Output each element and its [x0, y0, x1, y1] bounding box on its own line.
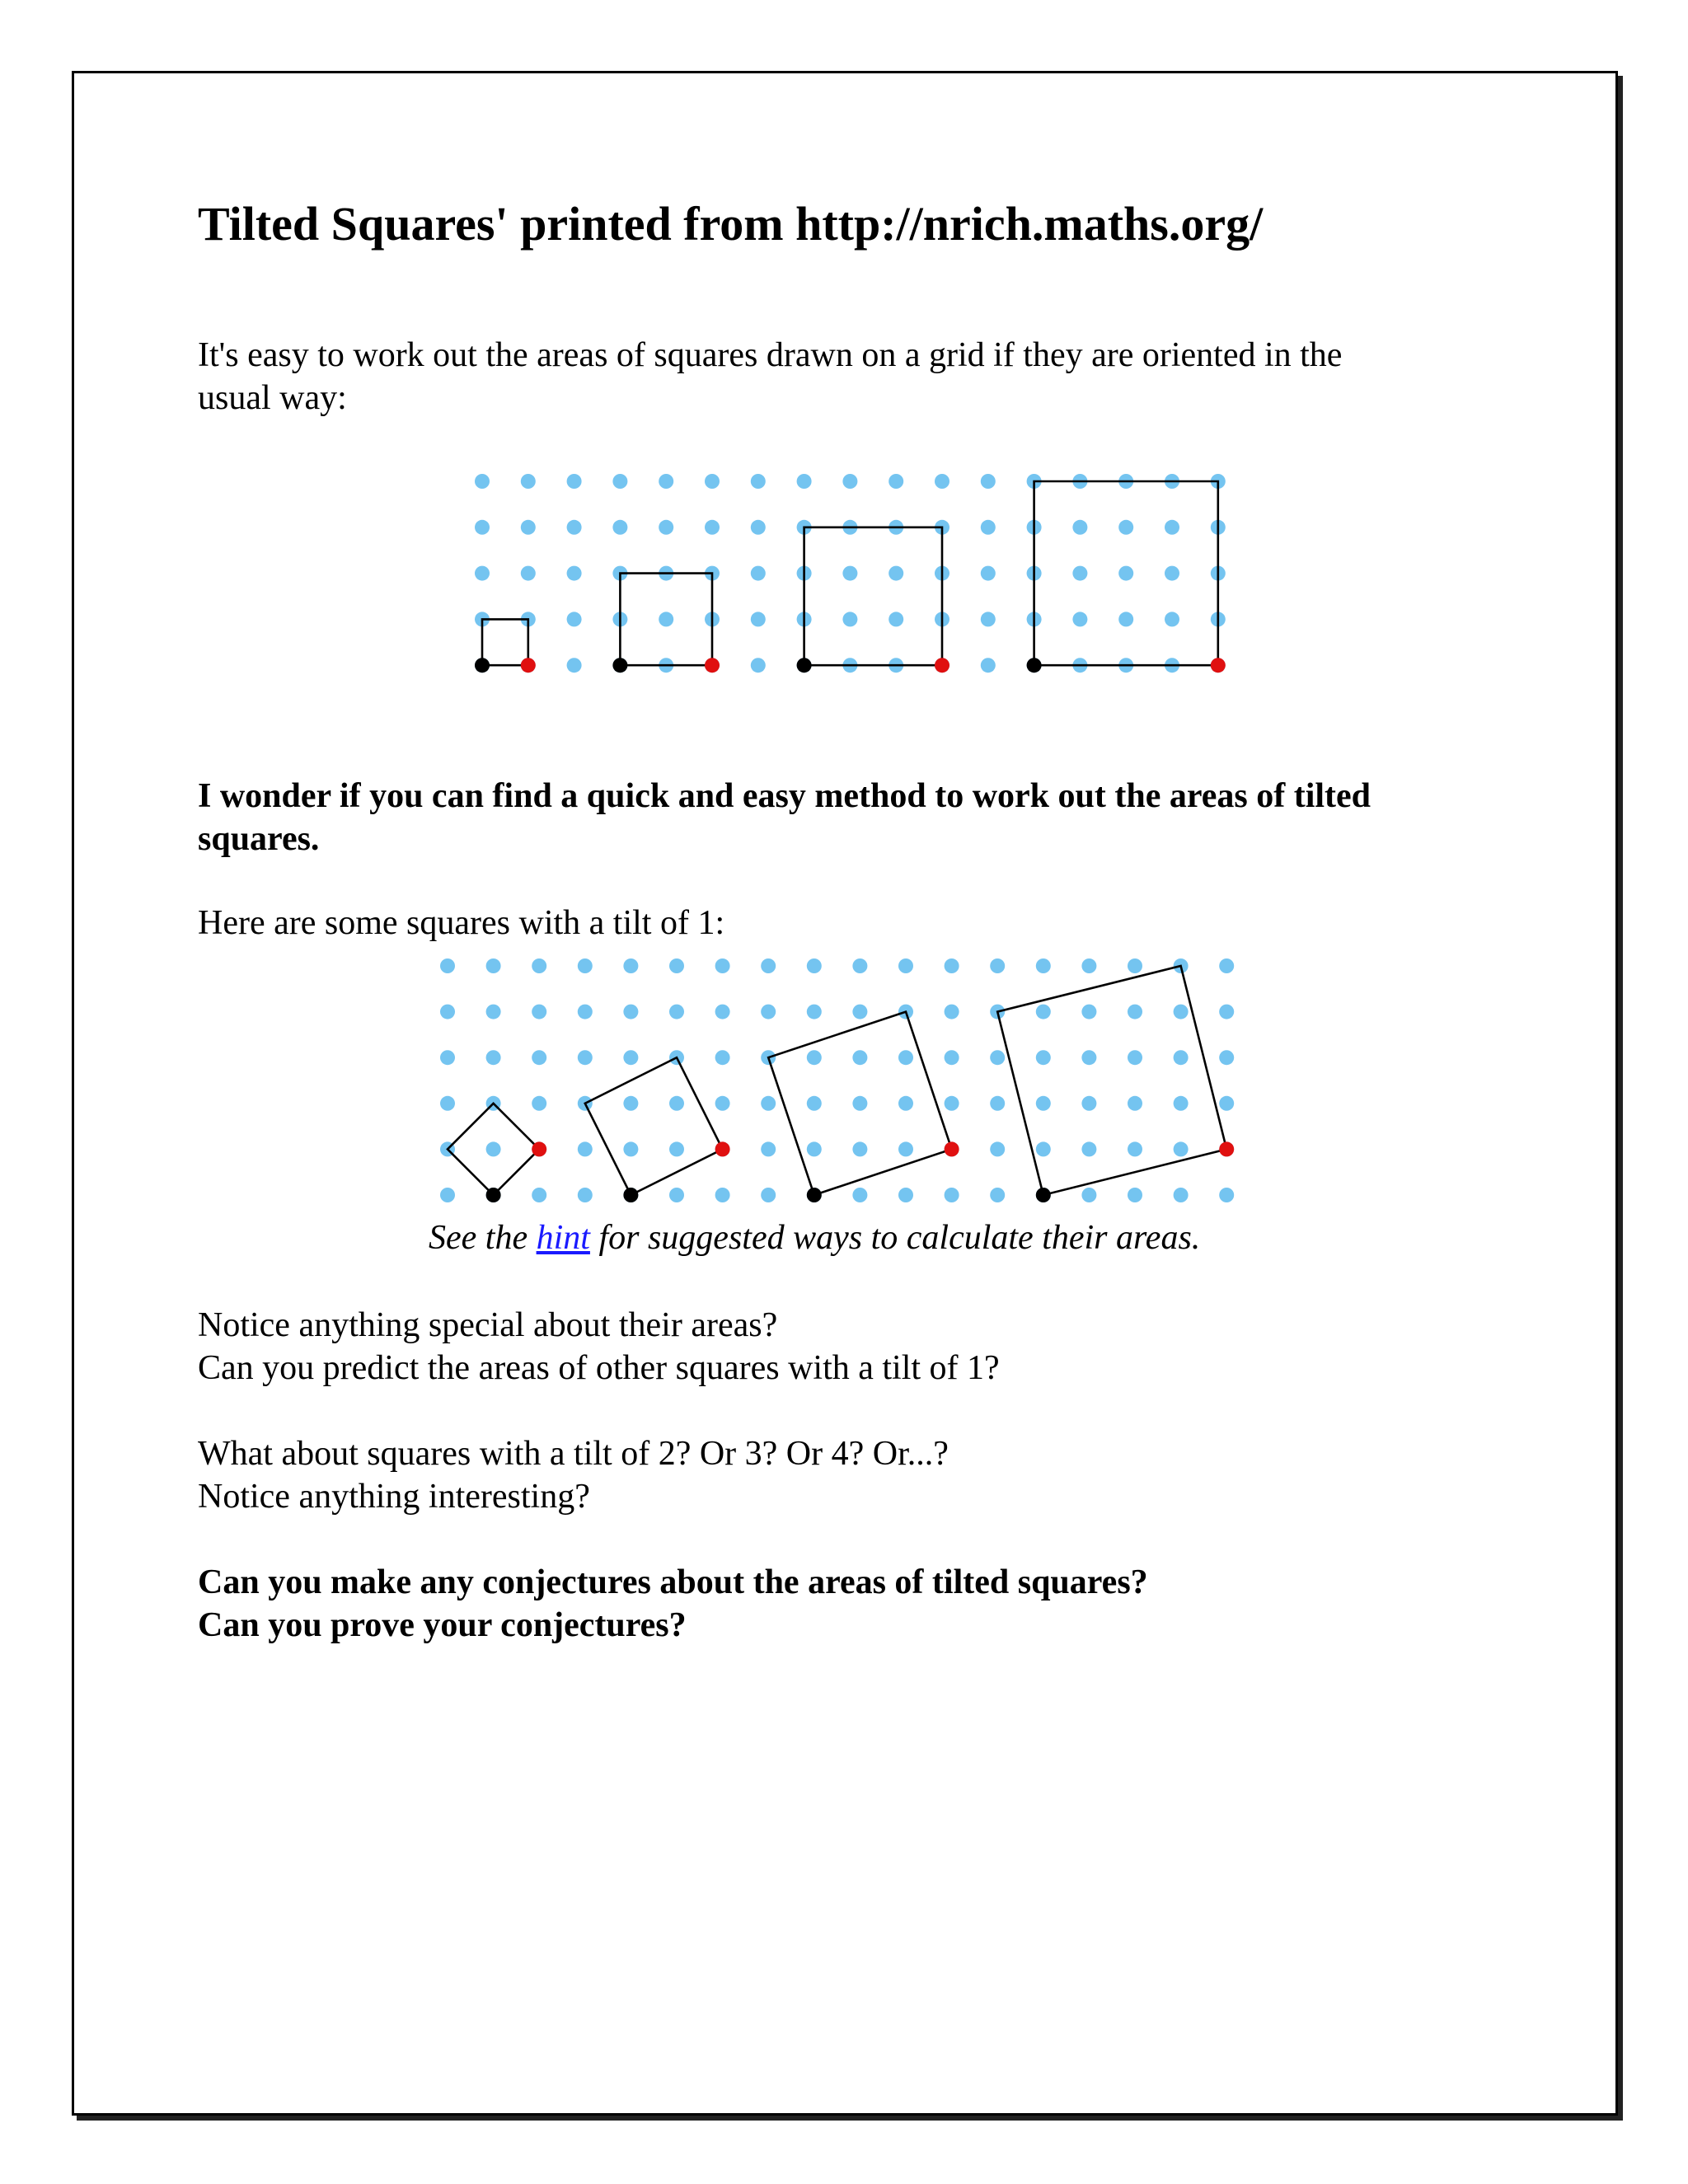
grid-dot: [990, 1096, 1005, 1111]
wonder-line-2: squares.: [198, 820, 320, 858]
square-outline-1: [482, 619, 528, 665]
grid-dot: [567, 658, 582, 673]
caption-before: See the: [429, 1219, 537, 1257]
grid-dot: [1128, 958, 1142, 973]
grid-dot: [1118, 520, 1133, 535]
grid-dot: [990, 1141, 1005, 1156]
grid-dot: [807, 958, 822, 973]
grid-dot: [1081, 1188, 1096, 1202]
grid-dot: [486, 1050, 501, 1065]
grid-dot: [1128, 1096, 1142, 1111]
grid-dot: [981, 474, 996, 489]
grid-dot: [532, 1096, 546, 1111]
tilt-more-line-2: Notice anything interesting?: [198, 1478, 590, 1516]
grid-dot: [669, 1188, 684, 1202]
grid-dot: [1165, 520, 1179, 535]
black-vertex-marker: [475, 658, 490, 673]
grid-dot: [807, 1096, 822, 1111]
grid-dot: [521, 566, 536, 581]
grid-dot: [852, 1050, 867, 1065]
square-outline-2: [585, 1057, 723, 1195]
square-outline-4: [997, 966, 1226, 1195]
grid-dot: [715, 1188, 730, 1202]
grid-dot: [1118, 566, 1133, 581]
grid-dot: [532, 1005, 546, 1019]
grid-dot: [852, 958, 867, 973]
grid-dot: [1036, 1005, 1051, 1019]
grid-dot: [945, 1050, 959, 1065]
grid-dot: [1118, 612, 1133, 626]
caption-after: for suggested ways to calculate their areas.: [589, 1219, 1201, 1257]
grid-dot: [807, 1050, 822, 1065]
grid-dot: [1219, 1050, 1234, 1065]
grid-dot: [1072, 520, 1087, 535]
grid-dot: [852, 1141, 867, 1156]
grid-dot: [623, 1096, 638, 1111]
grid-dot: [659, 474, 673, 489]
grid-dot: [612, 520, 627, 535]
grid-dot: [1174, 1188, 1189, 1202]
grid-dot: [705, 520, 720, 535]
conjecture-paragraph: [198, 1561, 1148, 1647]
grid-dot: [623, 1141, 638, 1156]
hint-caption: [429, 1216, 1200, 1259]
grid-dot: [1072, 566, 1087, 581]
grid-dot: [1174, 1096, 1189, 1111]
red-vertex-marker: [532, 1141, 546, 1156]
grid-dot: [751, 474, 766, 489]
grid-dot: [567, 566, 582, 581]
grid-dot: [945, 958, 959, 973]
hint-link[interactable]: hint: [536, 1219, 590, 1257]
intro-line-2: usual way:: [198, 379, 347, 417]
grid-dot: [852, 1188, 867, 1202]
page-title: Tilted Squares' printed from http://nrich.maths.org/: [198, 197, 1264, 251]
black-vertex-marker: [1036, 1188, 1051, 1202]
red-vertex-marker: [715, 1141, 730, 1156]
grid-dot: [898, 1096, 913, 1111]
grid-dot: [898, 958, 913, 973]
grid-dot: [567, 520, 582, 535]
wonder-paragraph: [198, 775, 1371, 860]
grid-dot: [440, 1050, 455, 1065]
grid-dot: [715, 1005, 730, 1019]
grid-dot: [669, 958, 684, 973]
grid-dot: [898, 1188, 913, 1202]
black-vertex-marker: [623, 1188, 638, 1202]
grid-dot: [486, 958, 501, 973]
grid-dot: [761, 1096, 776, 1111]
grid-dot: [440, 1188, 455, 1202]
black-vertex-marker: [797, 658, 812, 673]
grid-dot: [751, 658, 766, 673]
grid-dot: [1174, 1141, 1189, 1156]
grid-dot: [486, 1141, 501, 1156]
grid-dot: [1036, 958, 1051, 973]
wonder-line-1: I wonder if you can find a quick and easy method to work out the areas of tilted: [198, 777, 1372, 815]
grid-dot: [761, 1005, 776, 1019]
grid-dot: [751, 566, 766, 581]
grid-dot: [797, 474, 812, 489]
grid-dot: [981, 520, 996, 535]
intro-line-1: It's easy to work out the areas of squares drawn on a grid if they are oriented in the: [198, 336, 1343, 374]
grid-dot: [945, 1096, 959, 1111]
grid-dot: [567, 612, 582, 626]
grid-dot: [1081, 1005, 1096, 1019]
intro-paragraph: [198, 334, 1342, 419]
grid-dot: [842, 474, 857, 489]
black-vertex-marker: [1027, 658, 1042, 673]
grid-dot: [889, 474, 903, 489]
grid-dot: [751, 520, 766, 535]
red-vertex-marker: [521, 658, 536, 673]
grid-dot: [475, 520, 490, 535]
grid-dot: [1128, 1188, 1142, 1202]
grid-dot: [440, 1096, 455, 1111]
grid-dot: [440, 1005, 455, 1019]
grid-dot: [623, 1005, 638, 1019]
tilt-more-paragraph: [198, 1432, 949, 1518]
grid-dot: [532, 958, 546, 973]
grid-dot: [1219, 1005, 1234, 1019]
black-vertex-marker: [486, 1188, 501, 1202]
grid-dot: [898, 1141, 913, 1156]
grid-dot: [981, 658, 996, 673]
grid-dot: [1081, 1096, 1096, 1111]
grid-dot: [761, 1141, 776, 1156]
grid-dot: [659, 612, 673, 626]
grid-dot: [567, 474, 582, 489]
grid-dot: [1165, 566, 1179, 581]
square-outline-3: [804, 527, 942, 665]
grid-dot: [1036, 1050, 1051, 1065]
grid-dot: [761, 958, 776, 973]
grid-dot: [1174, 1050, 1189, 1065]
grid-dot: [1128, 1141, 1142, 1156]
grid-dot: [751, 612, 766, 626]
grid-dot: [1219, 958, 1234, 973]
grid-dot: [612, 474, 627, 489]
red-vertex-marker: [945, 1141, 959, 1156]
grid-dot: [715, 1050, 730, 1065]
grid-dot: [669, 1141, 684, 1156]
tilt-intro-text: Here are some squares with a tilt of 1:: [198, 904, 725, 942]
grid-dot: [1174, 1005, 1189, 1019]
grid-dot: [715, 958, 730, 973]
grid-dot: [898, 1050, 913, 1065]
grid-dot: [440, 958, 455, 973]
grid-dot: [889, 612, 903, 626]
grid-dot: [1081, 958, 1096, 973]
conjecture-line-1: Can you make any conjectures about the areas of tilted squares?: [198, 1563, 1148, 1601]
grid-dot: [532, 1188, 546, 1202]
notice-paragraph: [198, 1304, 1000, 1390]
grid-dot: [842, 566, 857, 581]
grid-dot: [889, 566, 903, 581]
notice-line-2: Can you predict the areas of other squares with a tilt of 1?: [198, 1349, 1000, 1387]
grid-dot: [578, 958, 593, 973]
grid-dot: [852, 1005, 867, 1019]
grid-dot: [935, 474, 950, 489]
grid-dot: [761, 1188, 776, 1202]
grid-dot: [1165, 612, 1179, 626]
grid-dot: [1036, 1096, 1051, 1111]
grid-dot: [521, 520, 536, 535]
grid-dot: [532, 1050, 546, 1065]
tilted-squares-figure: [424, 948, 1249, 1213]
grid-dot: [705, 474, 720, 489]
grid-dot: [669, 1096, 684, 1111]
grid-dot: [659, 520, 673, 535]
grid-dot: [1081, 1050, 1096, 1065]
upright-squares-figure: [457, 462, 1245, 684]
tilt-more-line-1: What about squares with a tilt of 2? Or 3? Or 4? Or...?: [198, 1435, 949, 1473]
grid-dot: [578, 1141, 593, 1156]
notice-line-1: Notice anything special about their areas?: [198, 1306, 778, 1344]
grid-dot: [475, 566, 490, 581]
grid-dot: [990, 1050, 1005, 1065]
grid-dot: [842, 612, 857, 626]
conjecture-line-2: Can you prove your conjectures?: [198, 1606, 687, 1644]
grid-dot: [623, 958, 638, 973]
grid-dot: [578, 1005, 593, 1019]
grid-dot: [1219, 1096, 1234, 1111]
red-vertex-marker: [935, 658, 950, 673]
grid-dot: [1081, 1141, 1096, 1156]
grid-dot: [1072, 612, 1087, 626]
black-vertex-marker: [807, 1188, 822, 1202]
grid-dot: [981, 612, 996, 626]
grid-dot: [981, 566, 996, 581]
grid-dot: [669, 1005, 684, 1019]
grid-dot: [623, 1050, 638, 1065]
grid-dot: [486, 1005, 501, 1019]
grid-dot: [807, 1005, 822, 1019]
grid-dot: [578, 1188, 593, 1202]
grid-dot: [990, 958, 1005, 973]
grid-dot: [1036, 1141, 1051, 1156]
grid-dot: [807, 1141, 822, 1156]
grid-dot: [521, 474, 536, 489]
grid-dot: [945, 1188, 959, 1202]
grid-dot: [990, 1188, 1005, 1202]
black-vertex-marker: [612, 658, 627, 673]
grid-dot: [715, 1096, 730, 1111]
grid-dot: [1128, 1005, 1142, 1019]
red-vertex-marker: [705, 658, 720, 673]
grid-dot: [1219, 1188, 1234, 1202]
grid-dot: [578, 1050, 593, 1065]
grid-dot: [945, 1005, 959, 1019]
grid-dot: [852, 1096, 867, 1111]
red-vertex-marker: [1219, 1141, 1234, 1156]
red-vertex-marker: [1211, 658, 1226, 673]
grid-dot: [1128, 1050, 1142, 1065]
grid-dot: [475, 474, 490, 489]
